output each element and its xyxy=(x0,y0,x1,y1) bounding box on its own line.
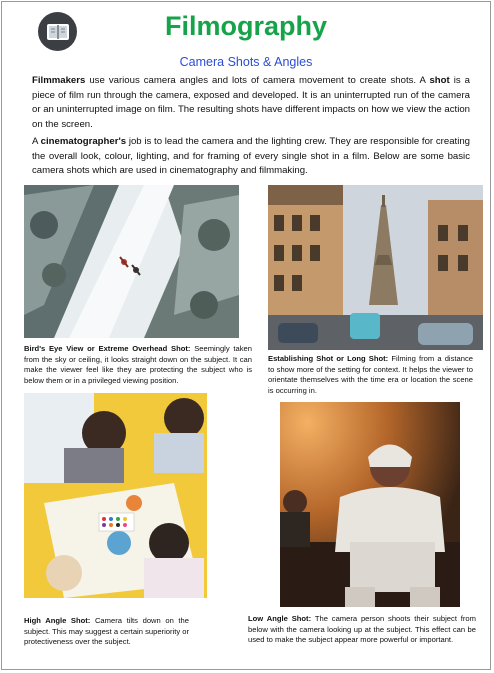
caption-low-angle xyxy=(248,614,476,646)
term-cinematographer: cinematographer's xyxy=(40,136,127,147)
page-title: Filmography xyxy=(164,11,327,41)
low-angle-photo xyxy=(280,402,460,607)
shot-name: Low Angle Shot: xyxy=(248,614,312,623)
shot-name: Bird's Eye View or Extreme Overhead Shot: xyxy=(24,344,191,353)
shot-description: The camera person shoots their subject from below with the camera looking up at the subject. This effect can be used to make the subject appear more powerful or important. xyxy=(248,614,476,645)
page-subtitle: Camera Shots & Angles xyxy=(179,55,313,69)
shot-name: High Angle Shot: xyxy=(24,616,91,625)
shot-description: Seemingly taken from the sky or ceiling, it looks straight down on the subject. It can make the viewer feel like they are protecting the subject who is below them or in a privileged viewing position. xyxy=(24,344,252,385)
intro-text: A xyxy=(32,136,41,147)
high-angle-photo xyxy=(24,393,207,598)
caption-birds-eye xyxy=(24,344,252,386)
caption-high-angle xyxy=(24,616,189,648)
intro-text: use various camera angles and lots of camera movement to create shots. A xyxy=(85,75,430,86)
term-filmmakers: Filmmakers xyxy=(32,75,86,86)
intro-text: job is to lead the camera and the lighting crew. They are responsible for creating the overall look, colour, lighting, and for framing of every single shot in a film. Below are some basic camera shots which are used in cinematography and filmmaking. xyxy=(32,136,470,177)
intro-paragraph-1 xyxy=(32,74,470,132)
intro-paragraph-2 xyxy=(32,135,470,179)
document-page xyxy=(1,1,491,670)
caption-establishing xyxy=(268,354,473,396)
shot-description: Camera tilts down on the subject. This may suggest a certain superiority or protectiveness over the subject. xyxy=(24,616,189,647)
shot-description: Filming from a distance to show more of the setting for context. It helps the viewer to orientate themselves with the time era or location the scene is occurring in. xyxy=(268,354,473,395)
shot-name: Establishing Shot or Long Shot: xyxy=(268,354,389,363)
establishing-shot-photo xyxy=(268,185,483,350)
birds-eye-photo xyxy=(24,185,239,338)
intro-text: is a piece of film run through the camera, exposed and developed. It is an uninterrupted run of the camera or an uninterrupted image on film. The resulting shots have different impacts on how we view the action on the screen. xyxy=(32,75,471,130)
term-shot: shot xyxy=(429,75,450,86)
